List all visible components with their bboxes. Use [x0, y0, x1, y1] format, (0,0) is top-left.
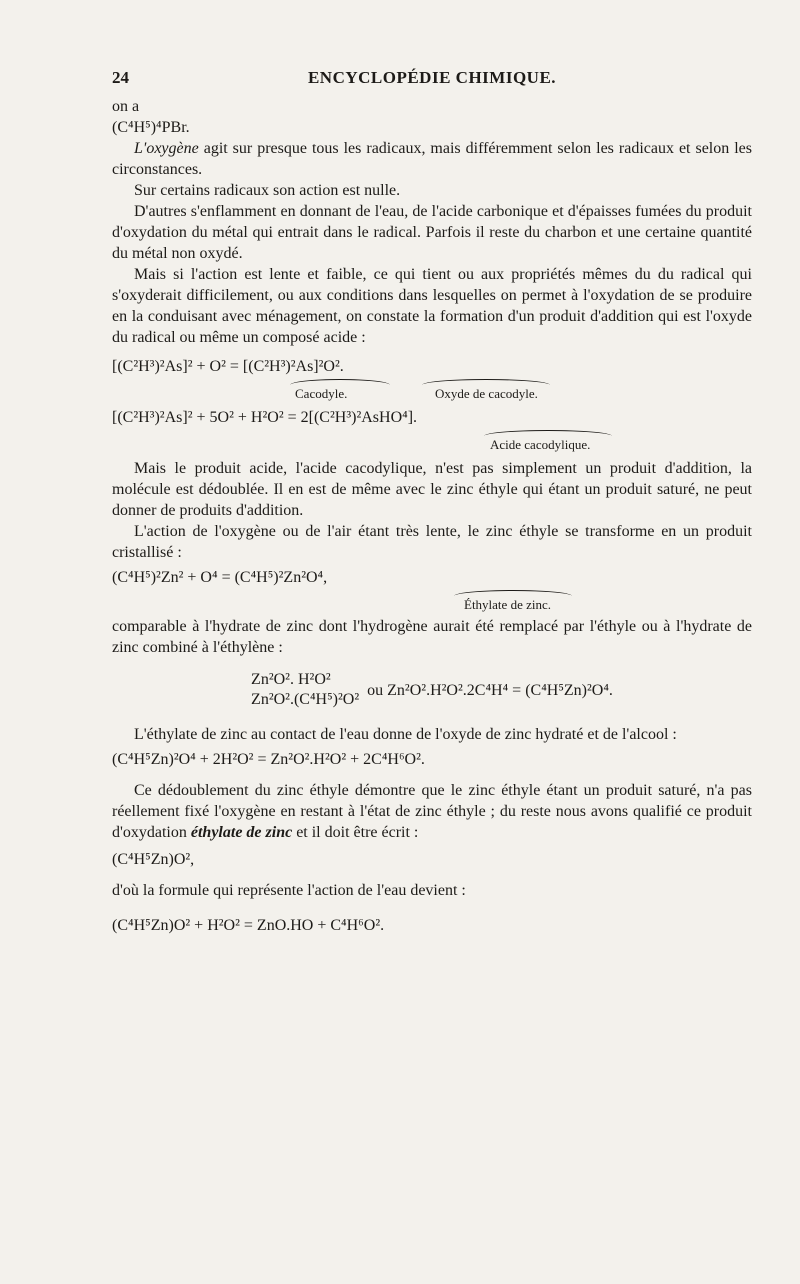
paragraph-slow: Mais si l'action est lente et faible, ce qui tient ou aux propriétés mêmes du du radical qui s'oxyderait difficilement, ou aux conditions dans lesquelles on permet à l'oxydation de se produire en la conduisant avec ménagement, on constate la formation d'un produit d'addition qui est l'oxyde du radical ou même un composé acide : — [112, 266, 752, 346]
equation-water: (C⁴H⁵Zn)²O⁴ + 2H²O² = Zn²O².H²O² + 2C⁴H⁶O². — [112, 751, 425, 768]
paragraph-compare: comparable à l'hydrate de zinc dont l'hydrogène aurait été remplacé par l'éthyle ou à l'hydrate de zinc combiné à l'éthylène : — [112, 618, 752, 656]
equation-acide: [(C²H³)²As]² + 5O² + H²O² = 2[(C²H³)²AsHO⁴]. — [112, 409, 418, 426]
stacked-bottom: Zn²O².(C⁴H⁵)²O² — [251, 691, 360, 708]
paragraph-acid: Mais le produit acide, l'acide cacodylique, n'est pas simplement un produit d'addition, la molécule est dédoublée. Il en est de même avec le zinc éthyle qui étant un produit saturé, ne peut donner de produits d'addition. — [112, 460, 752, 519]
body-text — [112, 96, 752, 936]
equation-stacked — [112, 670, 752, 710]
label-acide-cacodylique: Acide cacodylique. — [490, 437, 591, 452]
running-title: ENCYCLOPÉDIE CHIMIQUE. — [307, 68, 557, 87]
equation-label-acide — [112, 428, 752, 458]
equation-labels-cacodyle — [112, 377, 752, 407]
paragraph-whence: d'où la formule qui représente l'action de l'eau devient : — [112, 882, 466, 899]
brace-mark — [422, 379, 550, 386]
equation-final: (C⁴H⁵Zn)O² + H²O² = ZnO.HO + C⁴H⁶O². — [112, 917, 385, 934]
equation-label-ethylate — [112, 588, 752, 616]
paragraph-oxygen — [112, 138, 752, 180]
paragraph-doubling-text: Ce dédoublement du zinc éthyle démontre que le zinc éthyle étant un produit saturé, n'a pas réellement fixé l'oxygène en restant à l'état de zinc éthyle ; du reste nous avons qualifié ce produit d'oxydation — [112, 782, 752, 841]
equation-cacodyle: [(C²H³)²As]² + O² = [(C²H³)²As]²O². — [112, 358, 344, 375]
paragraph-oxygen-text: agit sur presque tous les radicaux, mais différemment selon les radicaux et selon les circonstances. — [112, 140, 752, 178]
page-number: 24 — [112, 68, 129, 87]
page-header — [112, 68, 752, 94]
brace-mark — [484, 430, 612, 437]
equation-zinc: (C⁴H⁵)²Zn² + O⁴ = (C⁴H⁵)²Zn²O⁴, — [112, 569, 328, 586]
paragraph-null: Sur certains radicaux son action est nulle. — [134, 182, 401, 199]
intro-line: on a — [112, 98, 140, 115]
paragraph-doubling-end: et il doit être écrit : — [292, 824, 419, 841]
formula-line: (C⁴H⁵)⁴PBr. — [112, 119, 190, 136]
term-ethylate-zinc: éthylate de zinc — [190, 824, 293, 841]
paragraph-zinc: L'action de l'oxygène ou de l'air étant très lente, le zinc éthyle se transforme en un produit cristallisé : — [112, 523, 752, 561]
stacked-top: Zn²O². H²O² — [251, 671, 331, 688]
brace-mark — [290, 379, 390, 386]
equation-written: (C⁴H⁵Zn)O², — [112, 851, 195, 868]
stacked-equation-rest: ou Zn²O².H²O².2C⁴H⁴ = (C⁴H⁵Zn)²O⁴. — [367, 681, 613, 699]
term-oxygen: L'oxygène — [134, 140, 199, 157]
brace-mark — [454, 590, 572, 597]
paragraph-doubling — [112, 780, 752, 843]
label-ethylate-zinc: Éthylate de zinc. — [464, 597, 551, 612]
paragraph-ignite: D'autres s'enflamment en donnant de l'eau, de l'acide carbonique et d'épaisses fumées du produit d'oxydation du métal qui entrait dans le radical. Parfois il reste du charbon et une certaine quantité du métal non oxydé. — [112, 203, 752, 262]
paragraph-water: L'éthylate de zinc au contact de l'eau donne de l'oxyde de zinc hydraté et de l'alcool : — [134, 726, 677, 743]
label-cacodyle: Cacodyle. — [295, 386, 348, 401]
stacked-formulas — [251, 670, 359, 710]
label-oxyde-cacodyle: Oxyde de cacodyle. — [435, 386, 538, 401]
